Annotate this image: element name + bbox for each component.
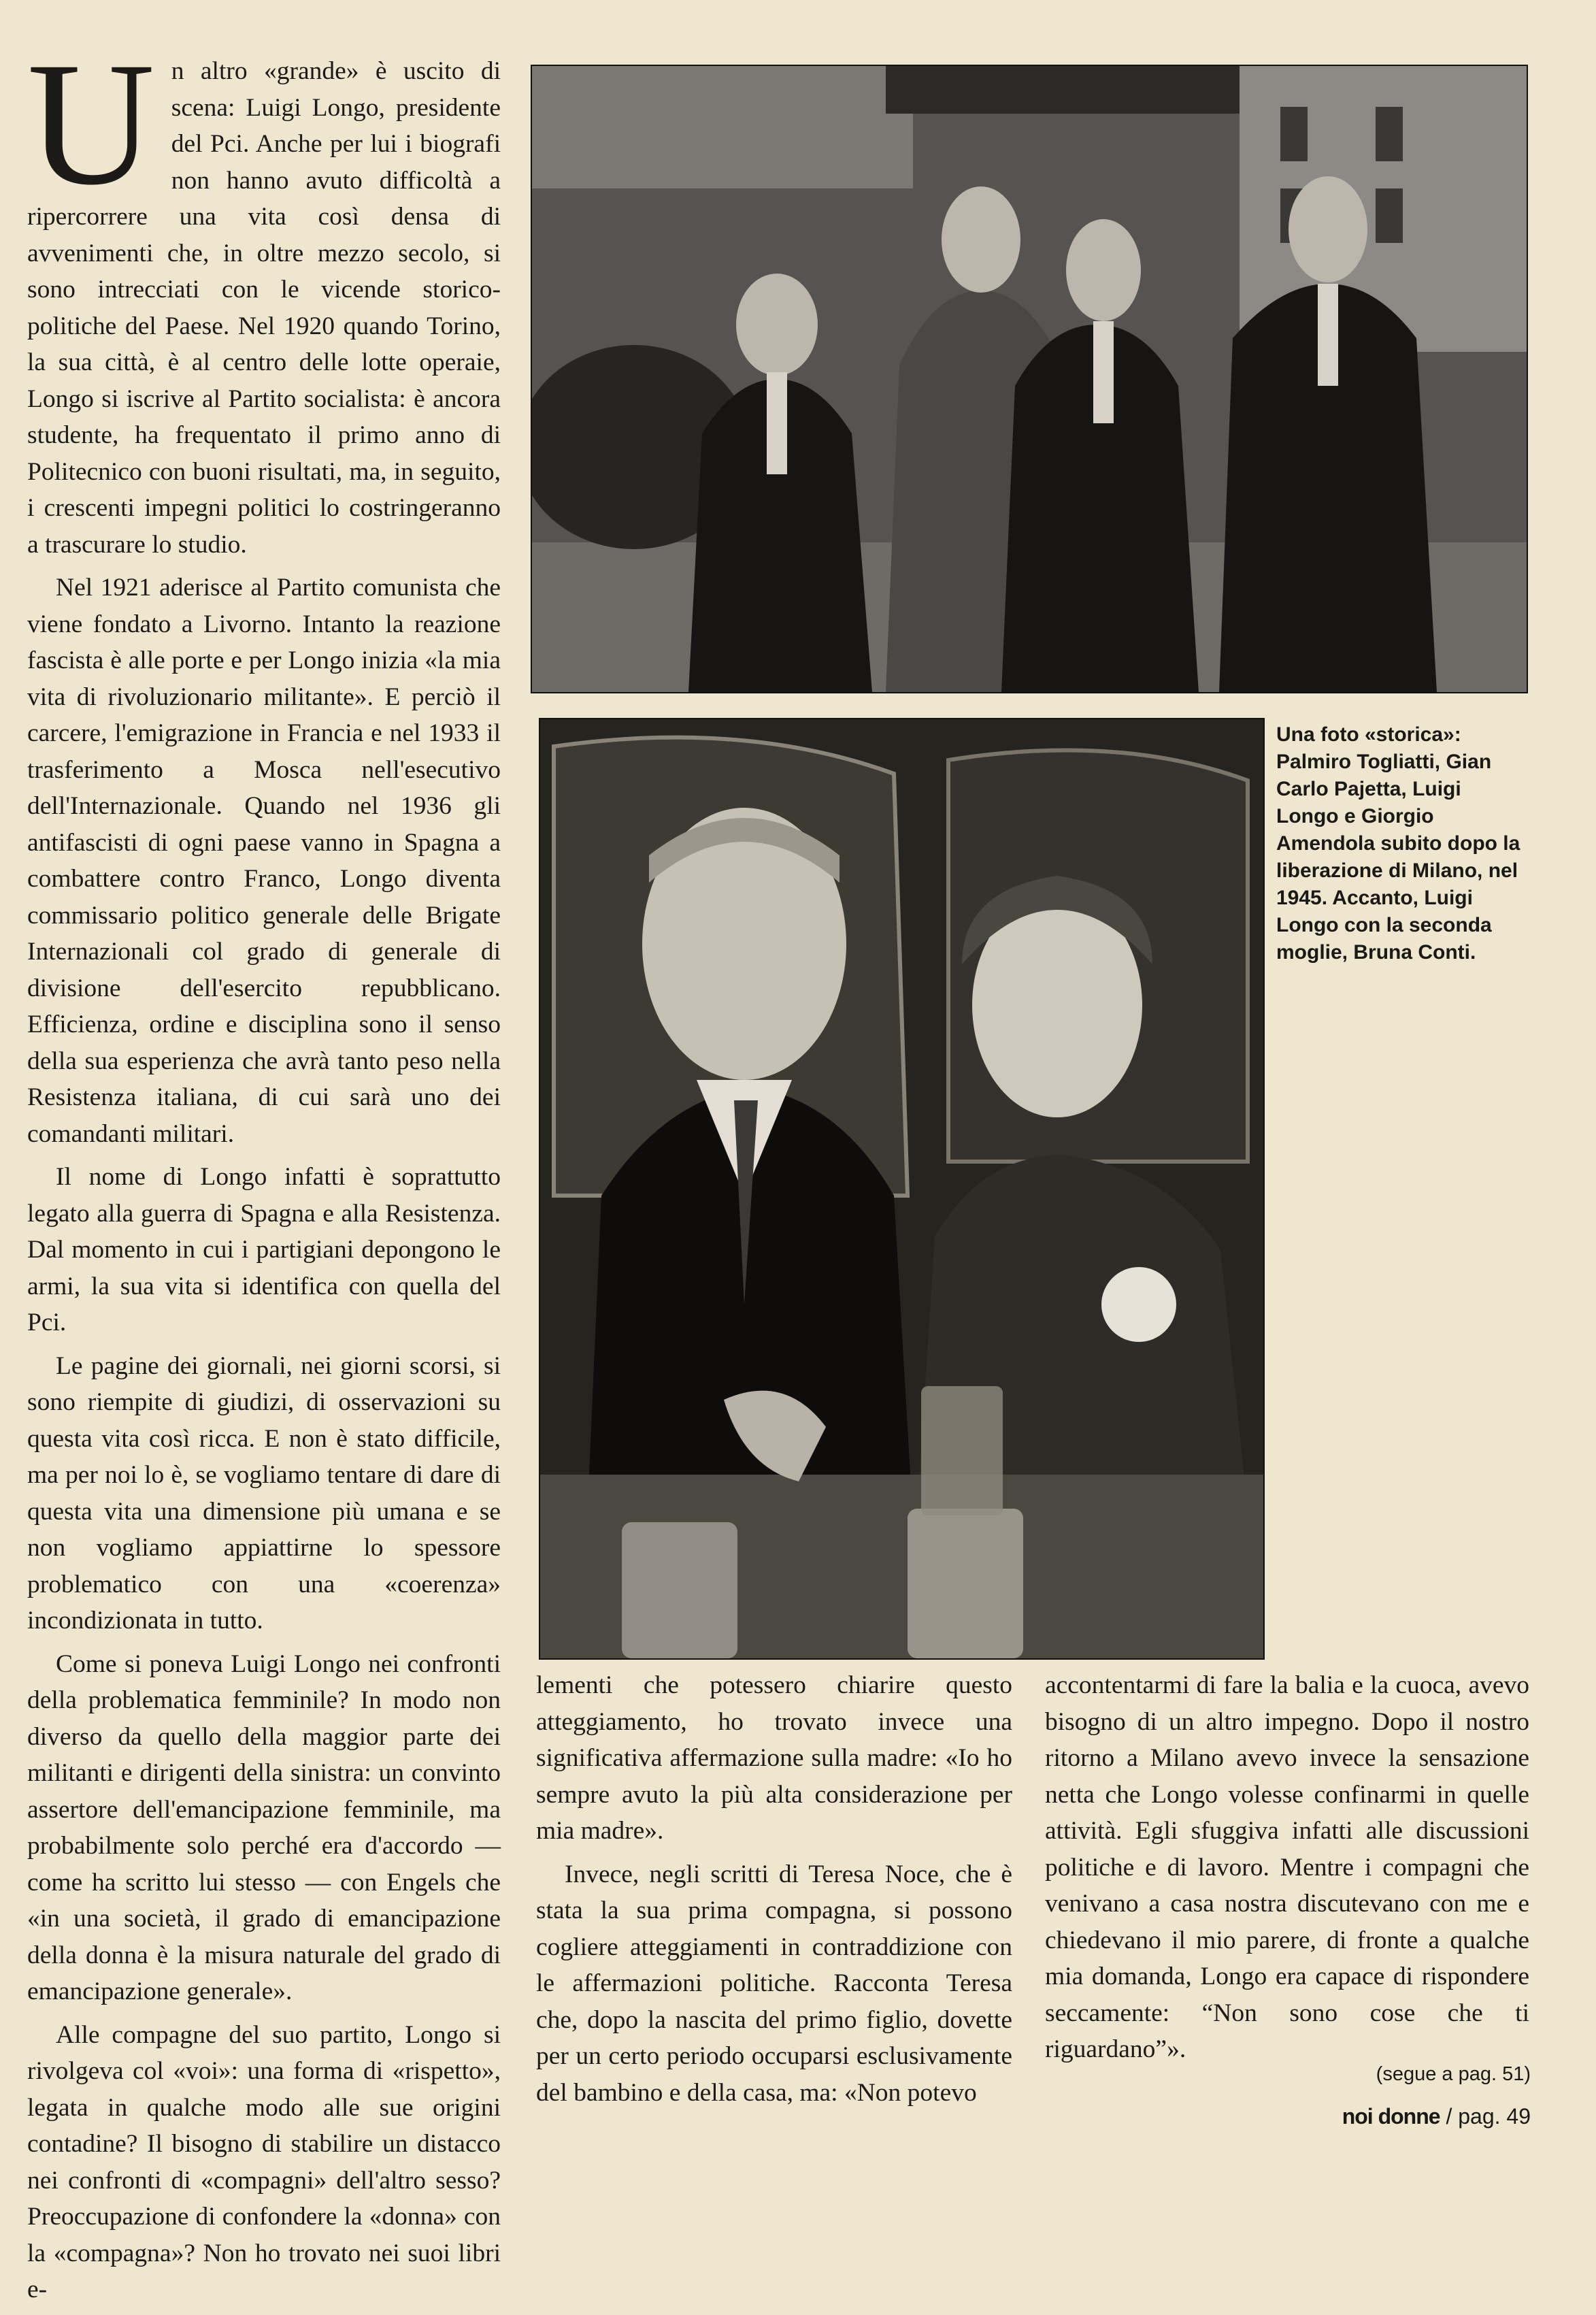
drop-cap: U — [27, 26, 155, 222]
article-paragraph: Alle compagne del suo partito, Longo si rivolgeva col «voi»: una forma di «rispetto», legata in qualche modo alle sue origini contadine? Il bisogno di stabilire un distacco nei confronti di «compagni» dell'altro sesso? Preoccupazione di confondere la «donna» con la «compagna»? Non ho trovato nei suoi libri e- — [27, 2020, 501, 2303]
article-paragraph: accontentarmi di fare la balia e la cuoca, avevo bisogno di un altro impegno. Dopo il nostro ritorno a Milano avevo invece la sensazione netta che Longo volesse confinarmi in quelle attività. Egli sfuggiva infatti alle discussioni politiche e di lavoro. Mentre i compagni che venivano a casa nostra discutevano con me e chiedevano il mio parere, di fronte a qualche mia domanda, Longo era capace di rispondere seccamente: “Non sono cose che ti riguardano”». — [1045, 1671, 1529, 2063]
article-column-right — [1045, 1667, 1529, 2075]
continued-note: (segue a pag. 51) — [1376, 2063, 1531, 2085]
article-paragraph: Il nome di Longo infatti è soprattutto legato alla guerra di Spagna e alla Resistenza. Dal momento in cui i partigiani depongono le armi, la sua vita si identifica con quella del Pci. — [27, 1163, 501, 1336]
page-footer — [1342, 2104, 1531, 2129]
article-paragraph: Invece, negli scritti di Teresa Noce, che è stata la sua prima compagna, si possono cogliere atteggiamenti in contraddizione con le affermazioni politiche. Racconta Teresa che, dopo la nascita del primo figlio, dovette per un certo periodo occuparsi esclusivamente del bambino e della casa, ma: «Non potevo — [536, 1860, 1012, 2107]
article-paragraph: Come si poneva Luigi Longo nei confronti della problematica femminile? In modo non diverso da quello della maggior parte dei militanti e dirigenti della sinistra: un convinto assertore dell'emancipazione femminile, ma probabilmente solo perché era d'accordo — come ha scritto lui stesso — con Engels che «in una società, il grado di emancipazione della donna è la misura naturale del grado di emancipazione generale». — [27, 1649, 501, 2005]
magazine-name: noi donne — [1342, 2104, 1440, 2129]
article-paragraph: Le pagine dei giornali, nei giorni scorsi, si sono riempite di giudizi, di osservazioni su questa vita così ricca. E non è stato difficile, ma per noi lo è, se vogliamo tentare di dare di questa vita una dimensione più umana e se non vogliamo appiattirne lo spessore problematico con una «coerenza» incondizionata in tutto. — [27, 1351, 501, 1635]
footer-separator: / — [1446, 2104, 1452, 2129]
article-paragraph: lementi che potessero chiarire questo atteggiamento, ho trovato invece una significativa affermazione sulla madre: «Io ho sempre avuto la più alta considerazione per mia madre». — [536, 1671, 1012, 1845]
article-paragraph: Nel 1921 aderisce al Partito comunista che viene fondato a Livorno. Intanto la reazione fascista è alle porte e per Longo inizia «la mia vita di rivoluzionario militante». E perciò il carcere, l'emigrazione in Francia e nel 1933 il trasferimento a Mosca nell'esecutivo dell'Internazionale. Quando nel 1936 gli antifascisti di ogni paese vanno in Spagna a combattere contro Franco, Longo diventa commissario politico generale delle Brigate Internazionali col grado di generale di divisione dell'esercito repubblicano. Efficienza, ordine e disciplina sono il senso della sua esperienza che avrà tanto peso nella Resistenza italiana, di cui sarà uno dei comandanti militari. — [27, 574, 501, 1148]
article-column-middle — [536, 1667, 1012, 2118]
photo-four-men-walking — [531, 65, 1528, 693]
article-paragraph: Un altro «grande» è uscito di scena: Luigi Longo, presidente del Pci. Anche per lui i biografi non hanno avuto difficoltà a ripercorrere una vita così densa di avvenimenti che, in oltre mezzo secolo, si sono intrecciati con le vicende storico-politiche del Paese. Nel 1920 quando Torino, la sua città, è al centro delle lotte operaie, Longo si iscrive al Partito socialista: è ancora studente, ha frequentato il primo anno di Politecnico con buoni risultati, ma, in seguito, i crescenti impegni politici lo costringeranno a trascurare lo studio. — [27, 26, 501, 559]
article-column-left — [27, 26, 501, 2315]
photo-longo-with-wife — [539, 718, 1265, 1660]
photo-caption: Una foto «storica»: Palmiro Togliatti, Gian Carlo Pajetta, Luigi Longo e Giorgio Amendola subito dopo la liberazione di Milano, nel 1945. Accanto, Luigi Longo con la seconda moglie, Bruna Conti. — [1276, 723, 1520, 964]
page-number: pag. 49 — [1458, 2104, 1531, 2129]
